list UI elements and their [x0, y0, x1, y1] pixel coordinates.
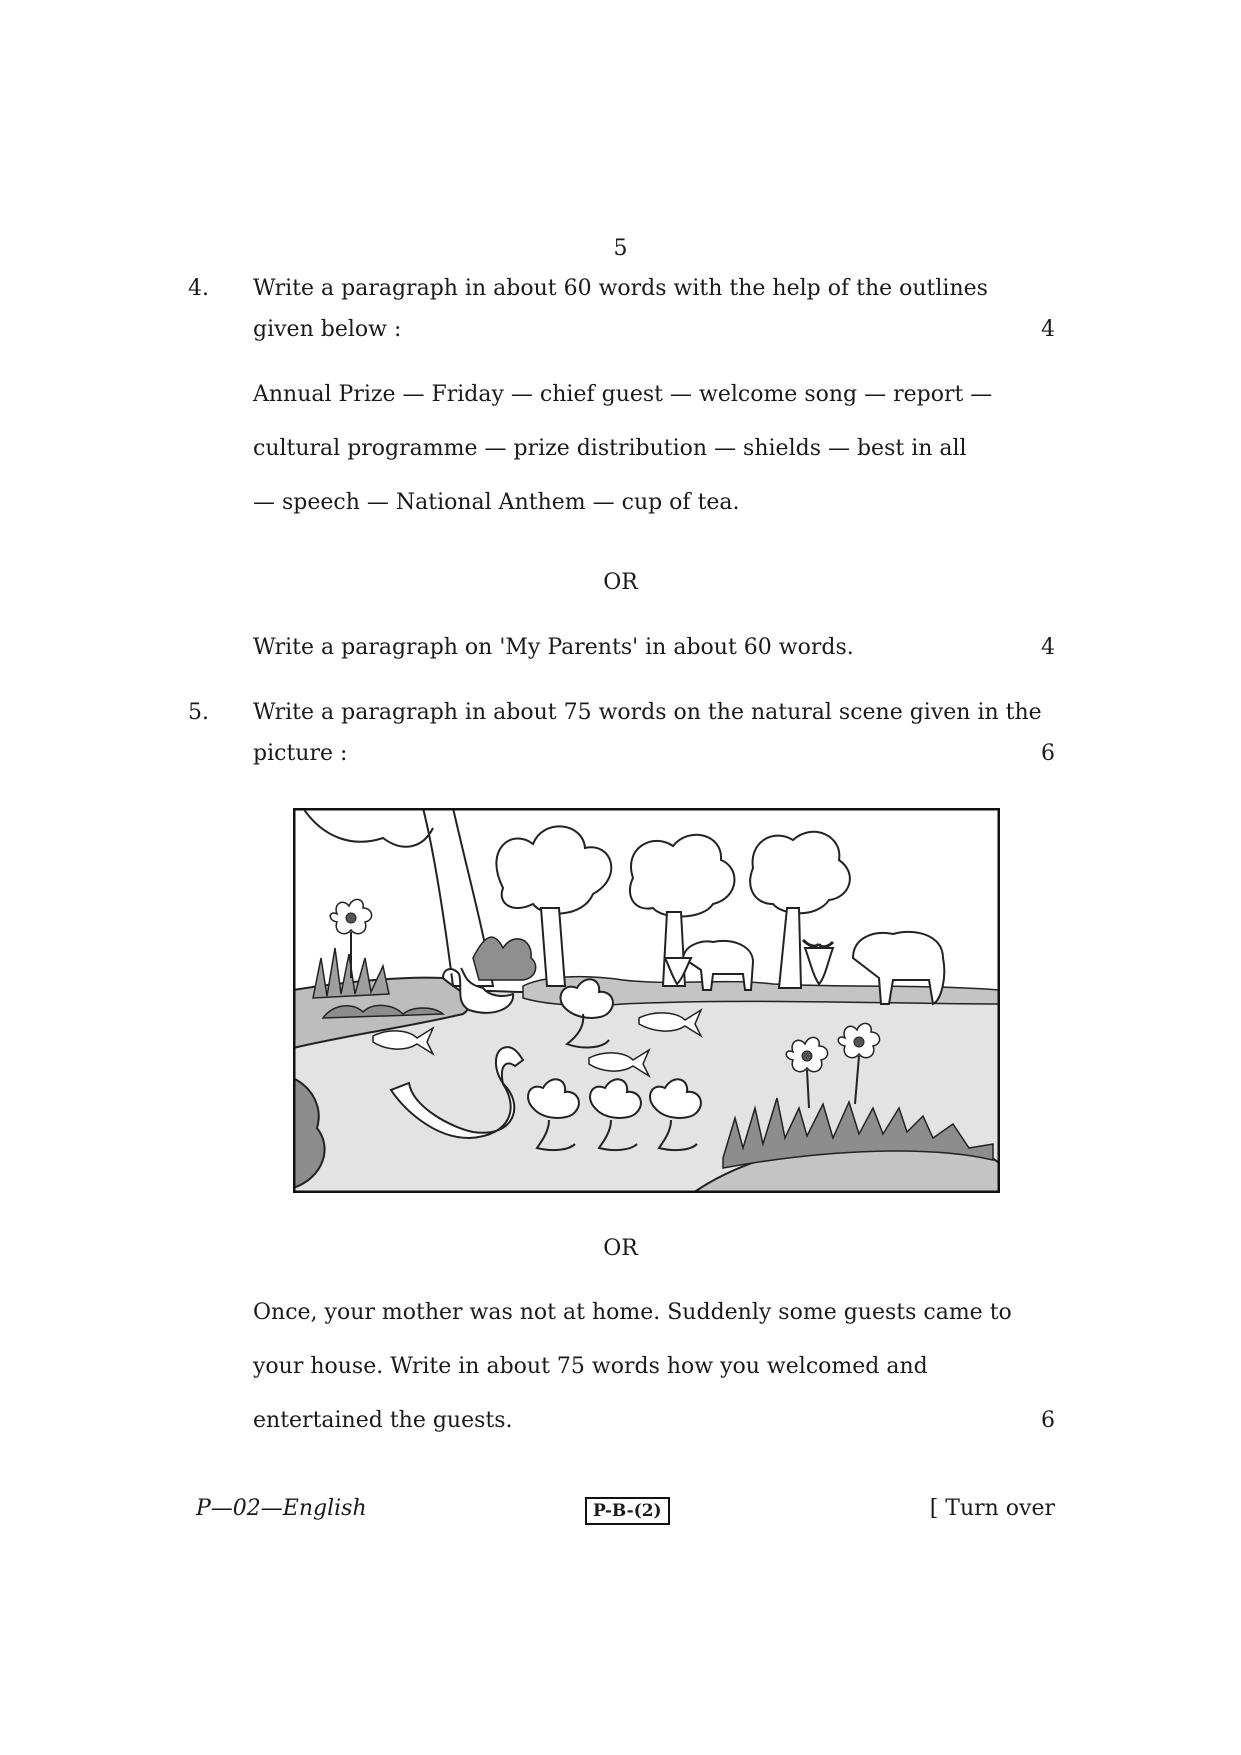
- question-4-marks: 4: [1041, 317, 1055, 342]
- question-4-number: 4.: [188, 276, 209, 301]
- footer-set-code-box: P-B-(2): [585, 1497, 670, 1525]
- question-4-outline-line-2: cultural programme — prize distribution — shields — best in all: [253, 436, 967, 461]
- question-4-or-label: OR: [603, 570, 638, 595]
- question-5-or-label: OR: [603, 1236, 638, 1261]
- question-5-prompt-line-1: Write a paragraph in about 75 words on the natural scene given in the: [253, 700, 1042, 725]
- question-5-alt-line-3: entertained the guests.: [253, 1408, 513, 1433]
- question-4-alt-prompt: Write a paragraph on 'My Parents' in about 60 words.: [253, 635, 854, 660]
- footer-paper-code: P—02—English: [196, 1496, 367, 1521]
- question-4-alt-marks: 4: [1041, 635, 1055, 660]
- question-4-outline-line-3: — speech — National Anthem — cup of tea.: [253, 490, 740, 515]
- question-5-marks: 6: [1041, 741, 1055, 766]
- question-5-alt-line-1: Once, your mother was not at home. Suddenly some guests came to: [253, 1300, 1012, 1325]
- page-number: 5: [613, 236, 628, 261]
- question-4-outline-line-1: Annual Prize — Friday — chief guest — welcome song — report —: [253, 382, 993, 407]
- footer-turn-over: [ Turn over: [929, 1496, 1055, 1521]
- question-5-number: 5.: [188, 700, 209, 725]
- question-5-alt-marks: 6: [1041, 1408, 1055, 1433]
- question-5-alt-line-2: your house. Write in about 75 words how you welcomed and: [253, 1354, 928, 1379]
- question-4-prompt-line-1: Write a paragraph in about 60 words with the help of the outlines: [253, 276, 988, 301]
- question-4-prompt-line-2: given below :: [253, 317, 402, 342]
- natural-scene-illustration: [293, 808, 1000, 1193]
- question-5-prompt-line-2: picture :: [253, 741, 348, 766]
